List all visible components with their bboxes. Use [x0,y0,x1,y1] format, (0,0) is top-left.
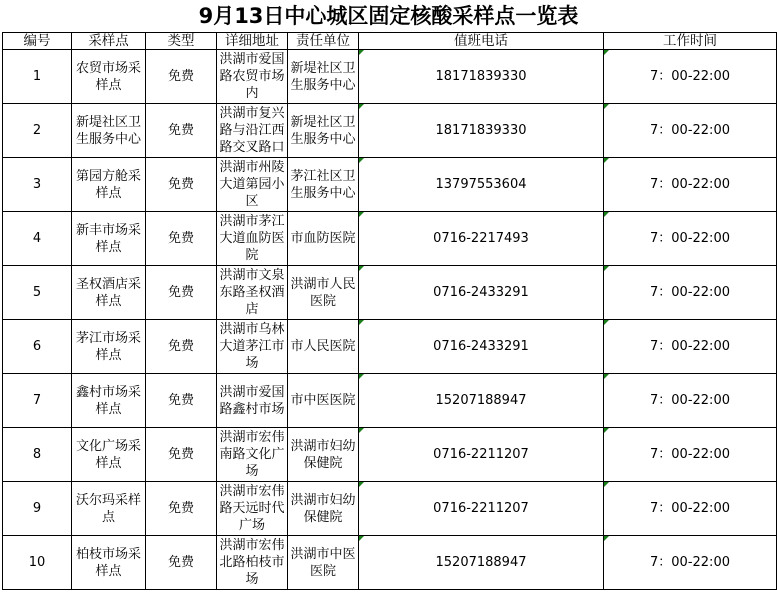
cell-address[interactable]: 洪湖市茅江大道血防医院 [217,212,288,266]
cell-hours[interactable]: 7：00-22:00 [604,158,777,212]
cell-hours[interactable]: 7：00-22:00 [604,266,777,320]
cell-hours[interactable]: 7：00-22:00 [604,320,777,374]
cell-phone[interactable]: 18171839330 [359,50,604,104]
cell-phone[interactable]: 18171839330 [359,104,604,158]
header-no[interactable]: 编号 [3,33,72,50]
header-row [3,33,777,50]
cell-site[interactable]: 圣权酒店采样点 [72,266,146,320]
table-title: 9月13日中心城区固定核酸采样点一览表 [198,4,579,28]
cell-address[interactable]: 洪湖市爱国路鑫村市场 [217,374,288,428]
cell-type[interactable]: 免费 [146,212,217,266]
cell-site[interactable]: 第园方舱采样点 [72,158,146,212]
cell-address[interactable]: 洪湖市文泉东路圣权酒店 [217,266,288,320]
cell-unit[interactable]: 新堤社区卫生服务中心 [288,50,359,104]
cell-no[interactable]: 1 [3,50,72,104]
cell-site[interactable]: 沃尔玛采样点 [72,482,146,536]
cell-site[interactable]: 柏枝市场采样点 [72,536,146,590]
cell-site[interactable]: 新丰市场采样点 [72,212,146,266]
table-row [3,482,777,536]
cell-address[interactable]: 洪湖市乌林大道茅江市场 [217,320,288,374]
cell-phone[interactable]: 0716-2211207 [359,482,604,536]
cell-hours[interactable]: 7：00-22:00 [604,428,777,482]
cell-unit[interactable]: 新堤社区卫生服务中心 [288,104,359,158]
cell-address[interactable]: 洪湖市州陵大道第园小区 [217,158,288,212]
cell-address[interactable]: 洪湖市爱国路农贸市场内 [217,50,288,104]
cell-hours[interactable]: 7：00-22:00 [604,50,777,104]
cell-address[interactable]: 洪湖市宏伟南路文化广场 [217,428,288,482]
cell-type[interactable]: 免费 [146,158,217,212]
cell-hours[interactable]: 7：00-22:00 [604,482,777,536]
cell-phone[interactable]: 13797553604 [359,158,604,212]
sampling-sites-table [2,32,777,590]
cell-type[interactable]: 免费 [146,482,217,536]
cell-address[interactable]: 洪湖市复兴路与沿江西路交叉路口 [217,104,288,158]
cell-no[interactable]: 6 [3,320,72,374]
cell-type[interactable]: 免费 [146,50,217,104]
cell-type[interactable]: 免费 [146,104,217,158]
header-phone[interactable]: 值班电话 [359,33,604,50]
header-unit[interactable]: 责任单位 [288,33,359,50]
cell-address[interactable]: 洪湖市宏伟北路柏枝市场 [217,536,288,590]
cell-phone[interactable]: 15207188947 [359,536,604,590]
cell-type[interactable]: 免费 [146,266,217,320]
cell-type[interactable]: 免费 [146,320,217,374]
table-row [3,212,777,266]
cell-site[interactable]: 茅江市场采样点 [72,320,146,374]
cell-no[interactable]: 3 [3,158,72,212]
cell-hours[interactable]: 7：00-22:00 [604,104,777,158]
cell-phone[interactable]: 0716-2433291 [359,266,604,320]
cell-unit[interactable]: 市中医医院 [288,374,359,428]
cell-no[interactable]: 2 [3,104,72,158]
cell-type[interactable]: 免费 [146,374,217,428]
cell-phone[interactable]: 0716-2433291 [359,320,604,374]
cell-unit[interactable]: 市血防医院 [288,212,359,266]
cell-no[interactable]: 7 [3,374,72,428]
cell-address[interactable]: 洪湖市宏伟路天远时代广场 [217,482,288,536]
cell-phone[interactable]: 0716-2211207 [359,428,604,482]
table-row [3,536,777,590]
table-row [3,428,777,482]
table-row [3,374,777,428]
cell-site[interactable]: 农贸市场采样点 [72,50,146,104]
cell-phone[interactable]: 15207188947 [359,374,604,428]
cell-hours[interactable]: 7：00-22:00 [604,374,777,428]
cell-unit[interactable]: 茅江社区卫生服务中心 [288,158,359,212]
header-site[interactable]: 采样点 [72,33,146,50]
table-row [3,158,777,212]
cell-no[interactable]: 5 [3,266,72,320]
cell-unit[interactable]: 洪湖市妇幼保健院 [288,428,359,482]
cell-type[interactable]: 免费 [146,428,217,482]
cell-site[interactable]: 鑫村市场采样点 [72,374,146,428]
cell-no[interactable]: 4 [3,212,72,266]
cell-type[interactable]: 免费 [146,536,217,590]
table-row [3,50,777,104]
cell-no[interactable]: 10 [3,536,72,590]
header-hours[interactable]: 工作时间 [604,33,777,50]
cell-unit[interactable]: 市人民医院 [288,320,359,374]
cell-unit[interactable]: 洪湖市妇幼保健院 [288,482,359,536]
cell-hours[interactable]: 7：00-22:00 [604,212,777,266]
cell-unit[interactable]: 洪湖市中医医院 [288,536,359,590]
cell-unit[interactable]: 洪湖市人民医院 [288,266,359,320]
cell-no[interactable]: 9 [3,482,72,536]
cell-phone[interactable]: 0716-2217493 [359,212,604,266]
table-row [3,320,777,374]
cell-site[interactable]: 新堤社区卫生服务中心 [72,104,146,158]
table-row [3,104,777,158]
cell-no[interactable]: 8 [3,428,72,482]
cell-hours[interactable]: 7：00-22:00 [604,536,777,590]
header-type[interactable]: 类型 [146,33,217,50]
header-address[interactable]: 详细地址 [217,33,288,50]
table-row [3,266,777,320]
cell-site[interactable]: 文化广场采样点 [72,428,146,482]
